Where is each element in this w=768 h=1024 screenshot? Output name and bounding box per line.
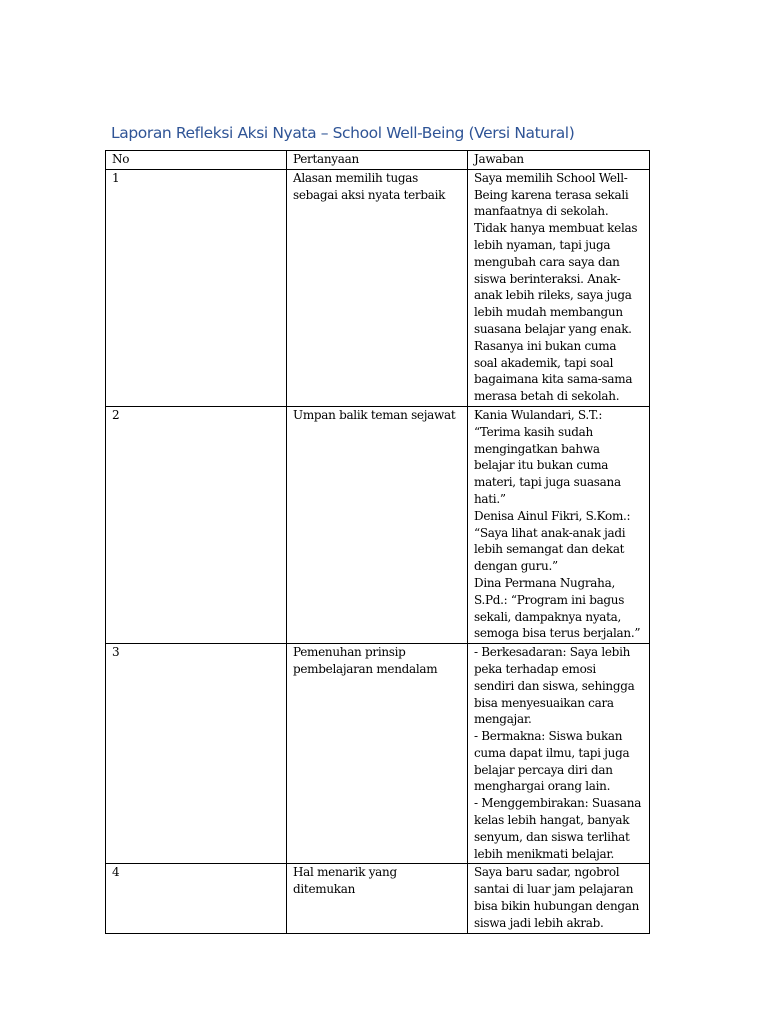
cell-no: 3 bbox=[106, 644, 287, 864]
reflection-table bbox=[105, 150, 650, 934]
cell-question: Umpan balik teman sejawat bbox=[287, 406, 468, 643]
document-title: Laporan Refleksi Aksi Nyata – School Well-Being (Versi Natural) bbox=[111, 124, 575, 142]
header-question: Pertanyaan bbox=[287, 151, 468, 170]
cell-no: 1 bbox=[106, 169, 287, 406]
cell-no: 2 bbox=[106, 406, 287, 643]
cell-no: 4 bbox=[106, 864, 287, 933]
cell-question: Pemenuhan prinsip pembelajaran mendalam bbox=[287, 644, 468, 864]
cell-answer: Saya baru sadar, ngobrol santai di luar jam pelajaran bisa bikin hubungan dengan siswa jadi lebih akrab. bbox=[468, 864, 650, 933]
header-answer: Jawaban bbox=[468, 151, 650, 170]
table-row bbox=[106, 169, 650, 406]
table-header-row bbox=[106, 151, 650, 170]
table-row bbox=[106, 864, 650, 933]
header-no: No bbox=[106, 151, 287, 170]
cell-answer: Kania Wulandari, S.T.: “Terima kasih sudah mengingatkan bahwa belajar itu bukan cuma materi, tapi juga suasana hati.” Denisa Ainul Fikri, S.Kom.: “Saya lihat anak-anak jadi lebih semangat dan dekat dengan guru.” Dina Permana Nugraha, S.Pd.: “Program ini bagus sekali, dampaknya nyata, semoga bisa terus berjalan.” bbox=[468, 406, 650, 643]
cell-question: Alasan memilih tugas sebagai aksi nyata terbaik bbox=[287, 169, 468, 406]
cell-answer: Saya memilih School Well- Being karena terasa sekali manfaatnya di sekolah. Tidak hanya membuat kelas lebih nyaman, tapi juga mengubah cara saya dan siswa berinteraksi. Anak- anak lebih rileks, saya juga lebih mudah membangun suasana belajar yang enak. Rasanya ini bukan cuma soal akademik, tapi soal bagaimana kita sama-sama merasa betah di sekolah. bbox=[468, 169, 650, 406]
table-row bbox=[106, 406, 650, 643]
table-row bbox=[106, 644, 650, 864]
cell-question: Hal menarik yang ditemukan bbox=[287, 864, 468, 933]
cell-answer: - Berkesadaran: Saya lebih peka terhadap emosi sendiri dan siswa, sehingga bisa menyesuaikan cara mengajar. - Bermakna: Siswa bukan cuma dapat ilmu, tapi juga belajar percaya diri dan menghargai orang lain. - Menggembirakan: Suasana kelas lebih hangat, banyak senyum, dan siswa terlihat lebih menikmati belajar. bbox=[468, 644, 650, 864]
